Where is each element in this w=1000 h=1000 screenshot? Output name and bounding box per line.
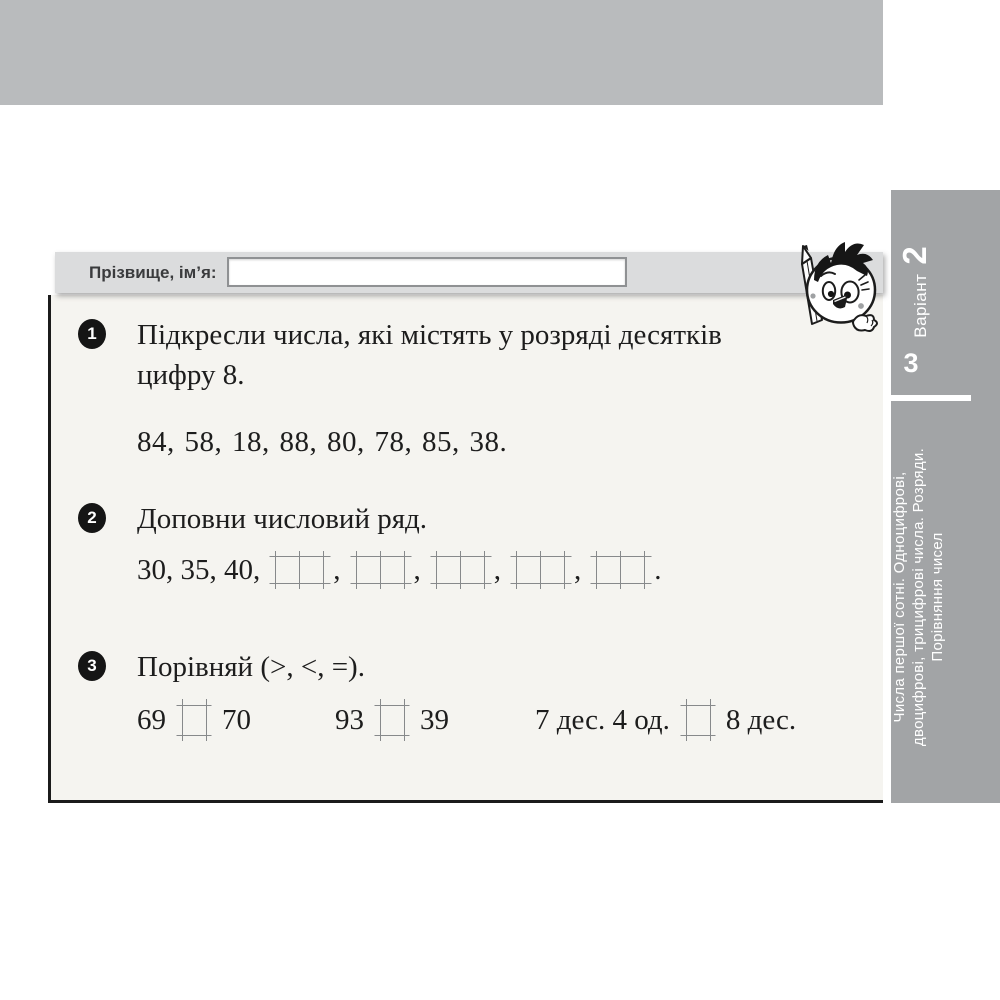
compare-right: 8 дес. (725, 704, 797, 736)
task-3-compare-row (137, 699, 796, 741)
sequence-prefix: 30, 35, 40, (137, 554, 261, 586)
task-2-number-badge: 2 (78, 503, 106, 533)
compare-box-icon[interactable] (374, 699, 410, 741)
task-1 (78, 315, 882, 395)
separator: , (413, 554, 421, 586)
compare-left: 7 дес. 4 од. (535, 704, 670, 736)
task-3 (78, 647, 882, 687)
separator: , (574, 554, 582, 586)
topic-line: двоцифрові, трицифрові числа. Розряди. (910, 447, 927, 747)
comparison-group (335, 699, 449, 741)
compare-right: 70 (222, 704, 251, 736)
mascot-cheek-dot (810, 293, 815, 298)
compare-box-icon[interactable] (176, 699, 212, 741)
page-number: 3 (903, 348, 919, 378)
name-input[interactable] (227, 257, 627, 287)
task-3-number-badge: 3 (78, 651, 106, 681)
name-label: Прізвище, ім’я: (89, 263, 217, 282)
task-1-text-line: Підкресли числа, які містять у розряді десятків (137, 319, 722, 351)
task-1-number-badge: 1 (78, 319, 106, 349)
compare-left: 69 (137, 704, 166, 736)
topic-line: Числа першої сотні. Одноцифрові, (891, 471, 908, 723)
header-band (0, 0, 883, 105)
answer-cells-icon[interactable] (350, 551, 412, 589)
comparison-group (137, 699, 251, 741)
compare-box-icon[interactable] (680, 699, 716, 741)
comparison-group (535, 699, 796, 741)
separator: , (333, 554, 341, 586)
task-2 (78, 499, 882, 539)
compare-left: 93 (335, 704, 364, 736)
variant-word: Варіант (911, 273, 930, 338)
mascot-left-eye (823, 282, 835, 300)
answer-cells-icon[interactable] (269, 551, 331, 589)
name-strip (55, 252, 883, 293)
mascot-cheek-dot (858, 303, 864, 309)
task-3-text: Порівняй (>, <, =). (137, 651, 365, 683)
task-2-sequence-row (137, 551, 662, 589)
task-1-numbers-row: 84, 58, 18, 88, 80, 78, 85, 38. (137, 426, 508, 458)
mascot-icon (786, 230, 882, 334)
terminator: . (654, 554, 662, 586)
task-2-text: Доповни числовий ряд. (137, 503, 428, 535)
worksheet-sheet (48, 295, 883, 803)
separator: , (493, 554, 501, 586)
topic-text (890, 392, 948, 802)
variant-number: 2 (896, 246, 933, 265)
task-1-text-line: цифру 8. (137, 359, 245, 391)
answer-cells-icon[interactable] (590, 551, 652, 589)
topic-line: Порівняння чисел (929, 532, 946, 662)
mascot-hand (853, 315, 877, 331)
sidebar (891, 190, 1000, 803)
answer-cells-icon[interactable] (510, 551, 572, 589)
answer-cells-icon[interactable] (430, 551, 492, 589)
compare-right: 39 (420, 704, 449, 736)
task-1-text (137, 315, 882, 395)
